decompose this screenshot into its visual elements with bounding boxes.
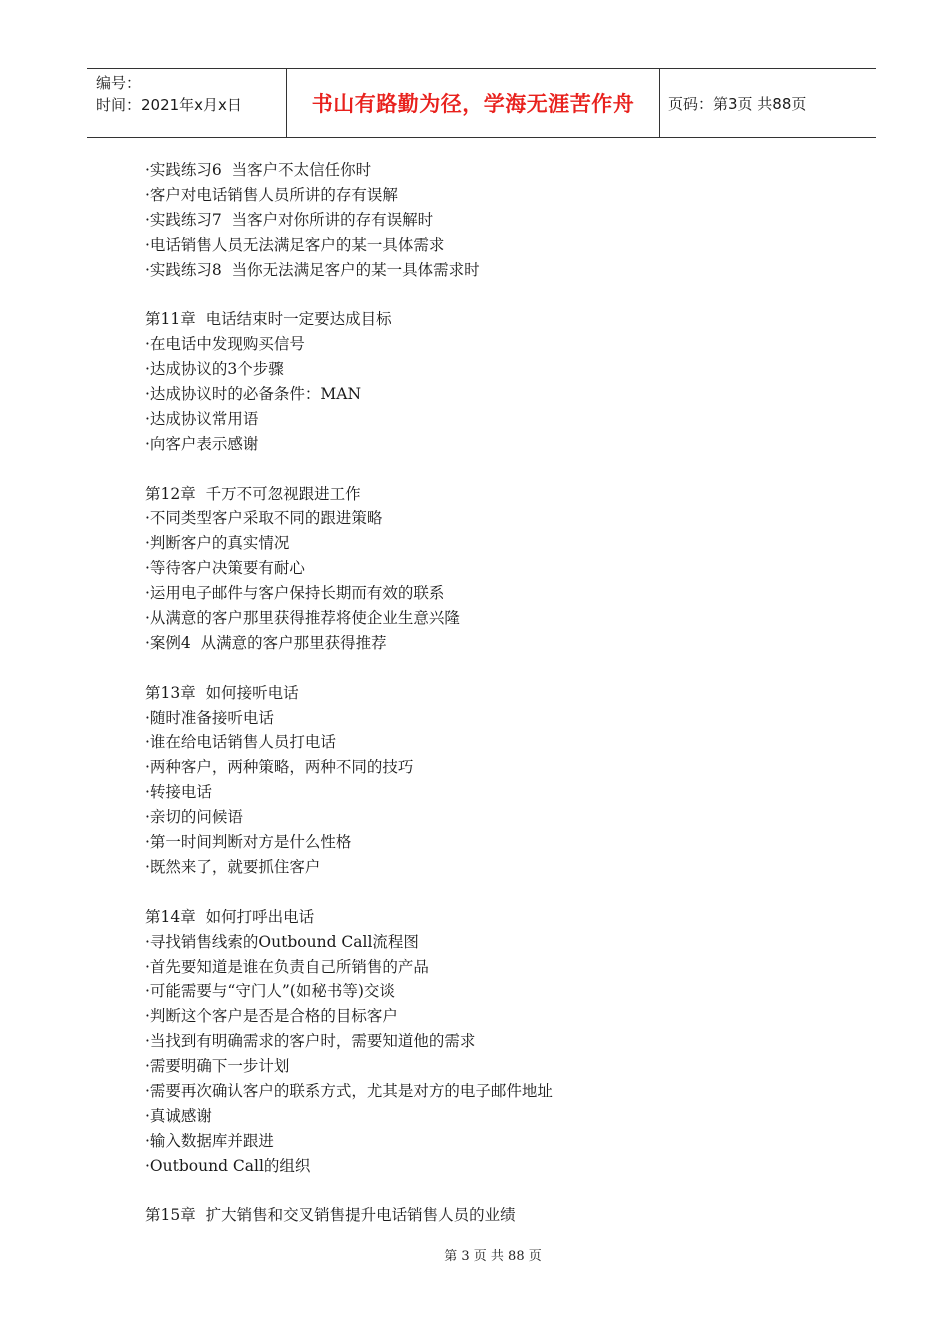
chapter-title: 第14章 如何打呼出电话 [145, 907, 315, 926]
list-item: ·实践练习7 当客户对你所讲的存有误解时 [145, 210, 434, 229]
chapter-title: 第12章 千万不可忽视跟进工作 [145, 484, 361, 503]
list-item: ·谁在给电话销售人员打电话 [145, 733, 336, 752]
list-item: ·真诚感谢 [145, 1106, 212, 1125]
chapter-title: 第15章 扩大销售和交叉销售提升电话销售人员的业绩 [145, 1206, 516, 1225]
list-item: ·随时准备接听电话 [145, 708, 274, 727]
list-item: ·达成协议常用语 [145, 409, 259, 428]
list-item: ·在电话中发现购买信号 [145, 335, 305, 354]
list-item: ·寻找销售线索的Outbound Call流程图 [145, 932, 419, 951]
page-footer: 第 3 页 共 88 页 [444, 1249, 542, 1264]
list-item: ·案例4 从满意的客户那里获得推荐 [145, 633, 387, 652]
list-item: ·运用电子邮件与客户保持长期而有效的联系 [145, 584, 445, 603]
chapter-section [145, 158, 845, 282]
chapter-section [145, 905, 845, 1179]
list-item: ·实践练习8 当你无法满足客户的某一具体需求时 [145, 260, 480, 279]
chapter-section [145, 1203, 845, 1228]
list-item: ·实践练习6 当客户不太信任你时 [145, 161, 372, 179]
list-item: ·Outbound Call的组织 [145, 1156, 311, 1175]
list-item: ·向客户表示感谢 [145, 434, 259, 453]
list-item: ·需要再次确认客户的联系方式，尤其是对方的电子邮件地址 [145, 1081, 553, 1100]
list-item: ·转接电话 [145, 783, 212, 802]
chapter-title: 第11章 电话结束时一定要达成目标 [145, 310, 392, 329]
list-item: ·从满意的客户那里获得推荐将使企业生意兴隆 [145, 609, 460, 628]
list-item: ·亲切的问候语 [145, 808, 243, 827]
list-item: ·等待客户决策要有耐心 [145, 559, 305, 578]
list-item: ·需要明确下一步计划 [145, 1057, 290, 1076]
chapter-title: 第13章 如何接听电话 [145, 683, 299, 702]
page-header [87, 68, 876, 138]
header-meta [87, 69, 287, 137]
header-motto: 书山有路勤为径，学海无涯苦作舟 [287, 69, 660, 137]
list-item: ·判断客户的真实情况 [145, 534, 290, 553]
list-item: ·电话销售人员无法满足客户的某一具体需求 [145, 235, 445, 254]
list-item: ·第一时间判断对方是什么性格 [145, 833, 352, 852]
chapter-section [145, 681, 845, 880]
list-item: ·客户对电话销售人员所讲的存有误解 [145, 185, 398, 204]
chapter-section [145, 482, 845, 656]
list-item: ·既然来了，就要抓住客户 [145, 857, 321, 876]
list-item: ·输入数据库并跟进 [145, 1131, 274, 1150]
chapter-section [145, 307, 845, 456]
list-item: ·达成协议的3个步骤 [145, 360, 284, 379]
header-page-info: 页码：第3页 共88页 [668, 94, 807, 113]
document-body [145, 158, 845, 1253]
list-item: ·当找到有明确需求的客户时，需要知道他的需求 [145, 1032, 476, 1051]
list-item: ·不同类型客户采取不同的跟进策略 [145, 509, 383, 528]
serial-label: 编号： [96, 74, 142, 92]
time-label: 时间：2021年x月x日 [96, 96, 242, 114]
list-item: ·可能需要与“守门人”(如秘书等)交谈 [145, 982, 395, 1001]
list-item: ·判断这个客户是否是合格的目标客户 [145, 1007, 398, 1026]
list-item: ·达成协议时的必备条件：MAN [145, 385, 362, 404]
list-item: ·首先要知道是谁在负责自己所销售的产品 [145, 957, 429, 976]
list-item: ·两种客户，两种策略，两种不同的技巧 [145, 758, 414, 777]
